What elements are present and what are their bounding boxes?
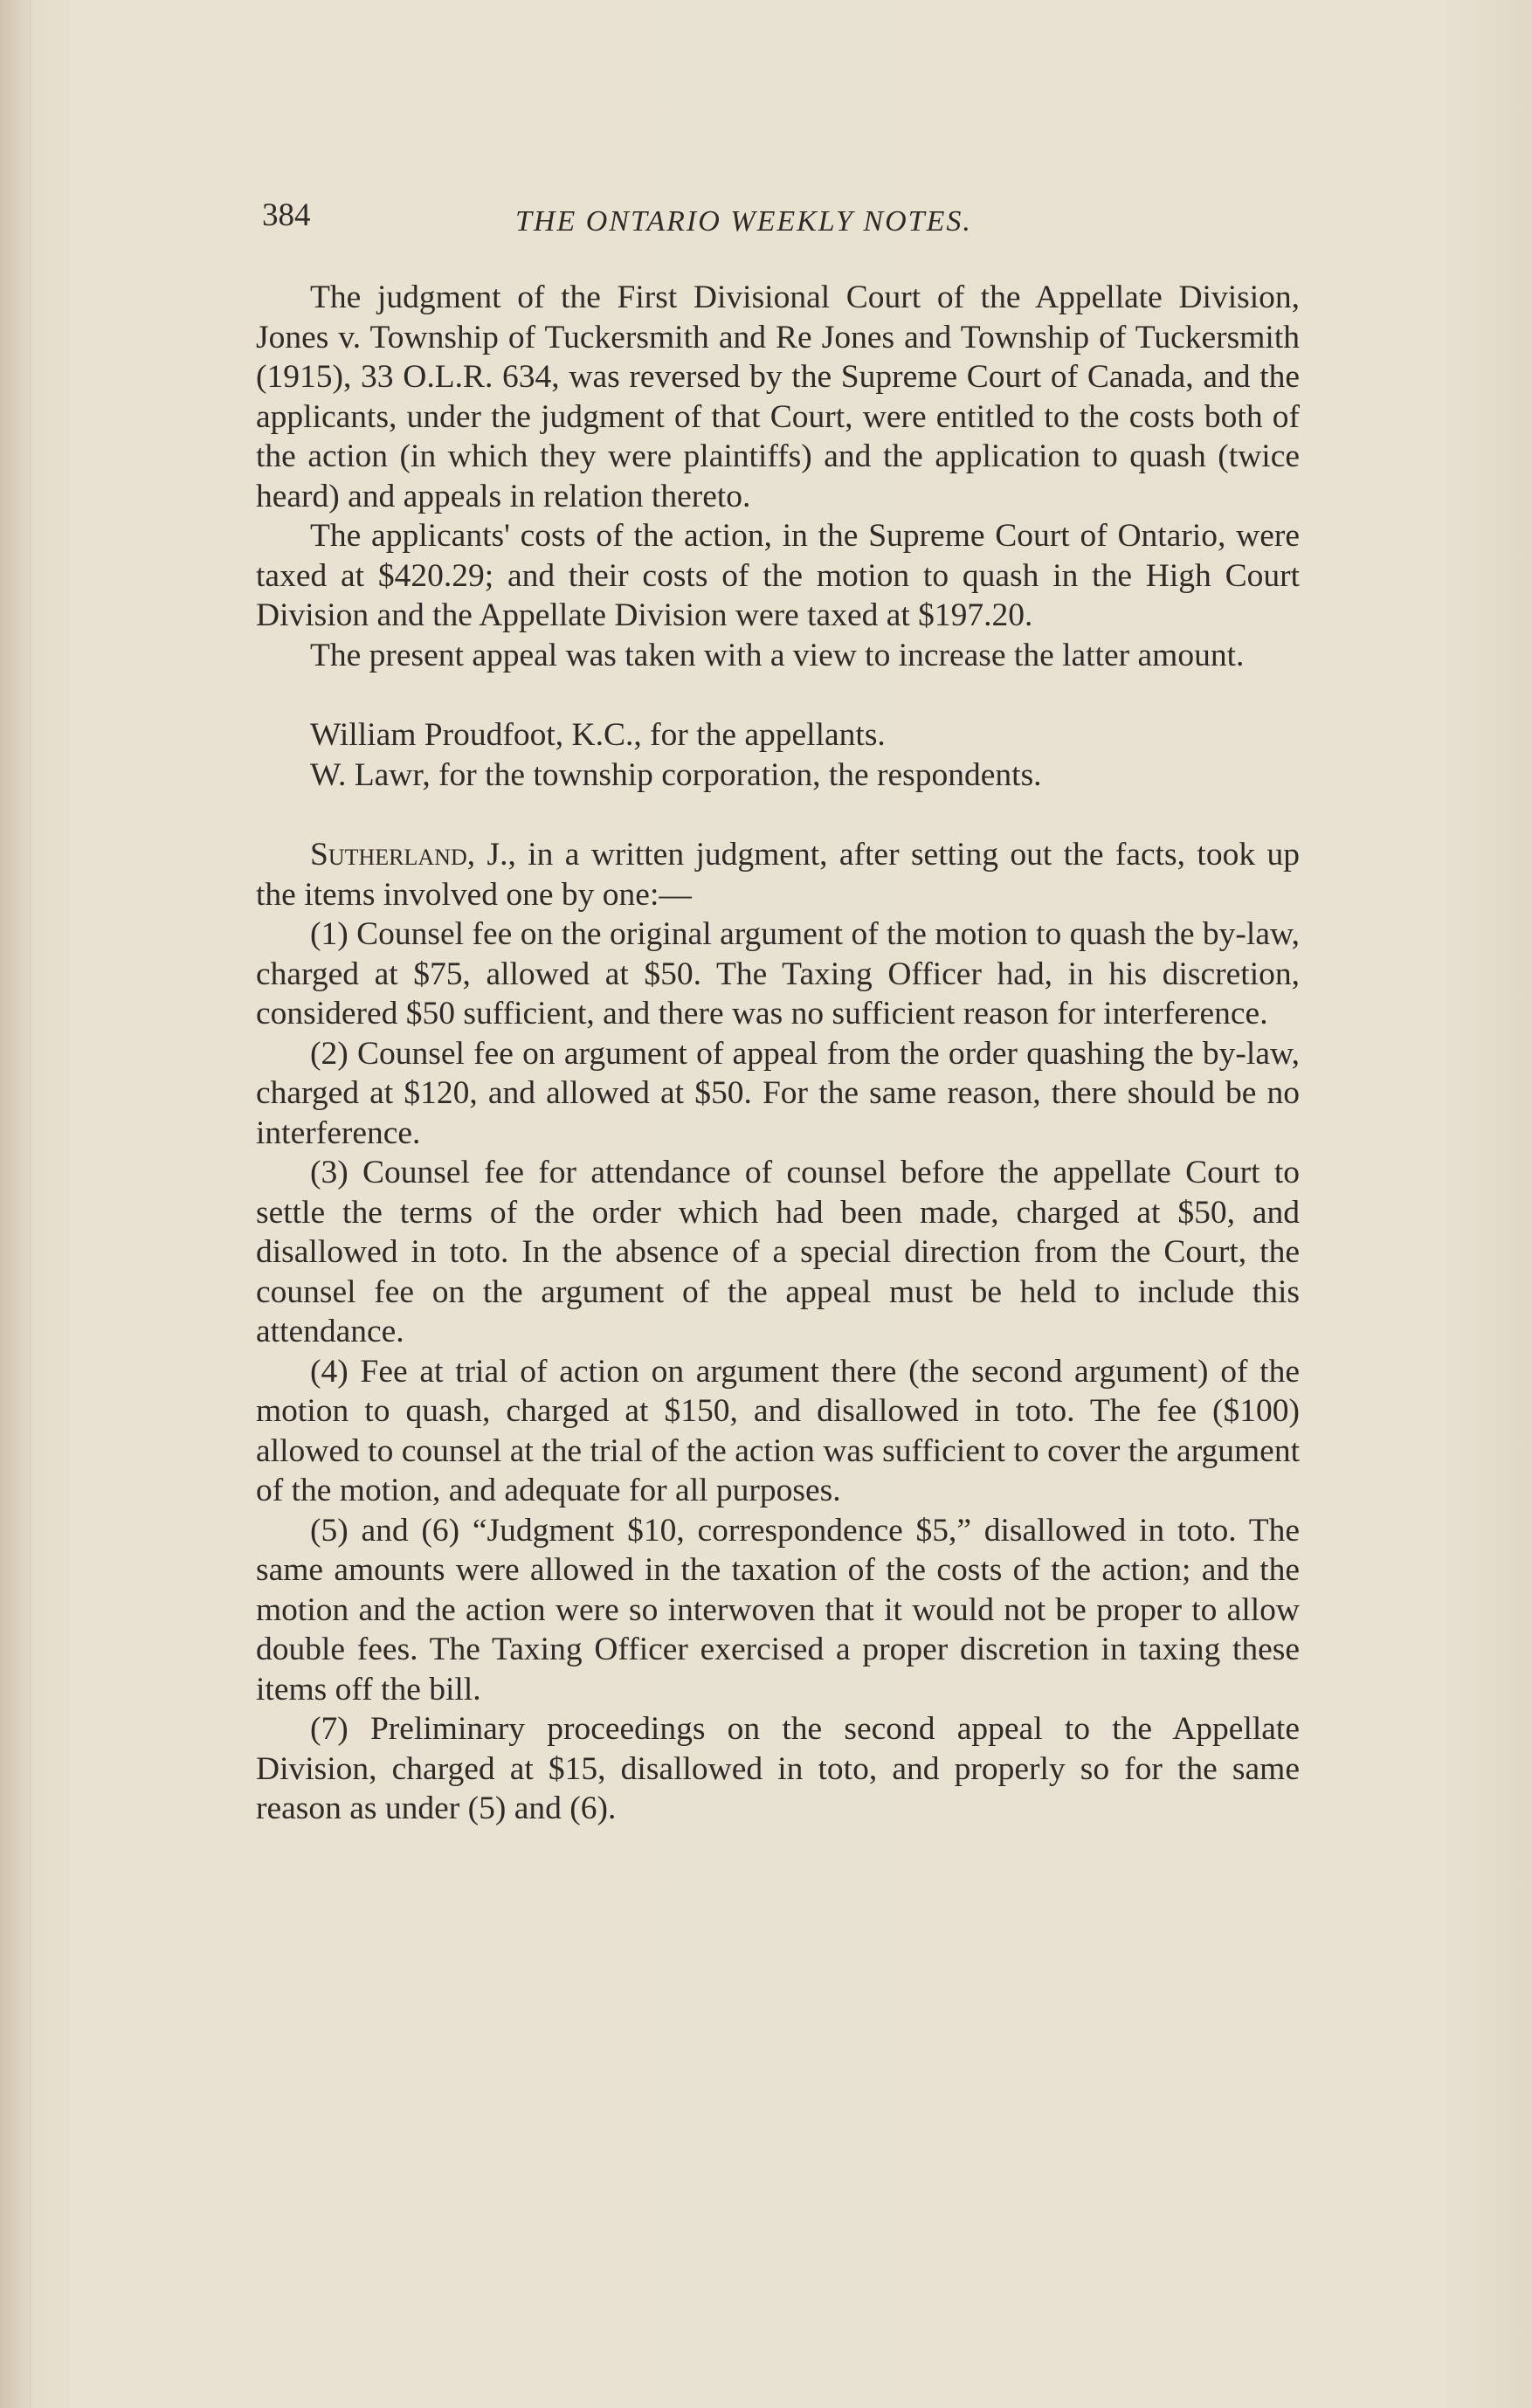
paragraph: The judgment of the First Divisional Court of the Appellate Division, Jones v. Township of Tuckersmith and Re Jones and Township of Tuckersmith (1915), 33 O.L.R. 634, was reversed by the Supreme Court of Canada, and the applicants, under the judgment of that Court, were entitled to the costs both of the action (in which they were plaintiffs) and the application to quash (twice heard) and appeals in relation thereto. [256,279,1300,514]
judgment-item: (5) and (6) “Judgment $10, correspondence $5,” disallowed in toto. The same amounts were allowed in the taxation of the costs of the action; and the motion and the action were so interwoven that it would not be proper to allow double fees. The Taxing Officer exercised a proper discretion in taxing these items off the bill. [256,1512,1300,1708]
page-binding-edge [0,0,31,2408]
counsel-list [256,715,1300,795]
judgment-item: (7) Preliminary proceedings on the second appeal to the Appellate Division, charged at $15, disallowed in toto, and properly so for the same reason as under (5) and (6). [256,1711,1300,1826]
judgment-item: (3) Counsel fee for attendance of counsel before the appellate Court to settle the terms of the order which had been made, charged at $50, and disallowed in toto. In the absence of a special direction from the Court, the counsel fee on the argument of the appeal must be held to include this attendance. [256,1155,1300,1349]
judgment-intro-text: , J., in a written judgment, after setting out the facts, took up the items involved one by one:— [256,837,1300,913]
counsel-appellants: William Proudfoot, K.C., for the appellants. [310,717,886,753]
page-number: 384 [262,197,311,233]
paragraph: The present appeal was taken with a view to increase the latter amount. [310,637,1245,673]
running-title: THE ONTARIO WEEKLY NOTES. [515,205,972,238]
paragraph: The applicants' costs of the action, in the Supreme Court of Ontario, were taxed at $420.29; and their costs of the motion to quash in the High Court Division and the Appellate Division were taxed at $197.20. [256,518,1300,633]
judgment-item: (4) Fee at trial of action on argument there (the second argument) of the motion to quash, charged at $150, and disallowed in toto. The fee ($100) allowed to counsel at the trial of the action was sufficient to cover the argument of the motion, and adequate for all purposes. [256,1353,1300,1508]
judgment-intro [256,835,1300,914]
counsel-respondents: W. Lawr, for the township corporation, the respondents. [310,756,1042,793]
judgment-item: (2) Counsel fee on argument of appeal from the order quashing the by-law, charged at $120, and allowed at $50. For the same reason, there should be no interference. [256,1035,1300,1151]
judge-name: Sutherland [310,837,467,873]
judgment-item: (1) Counsel fee on the original argument of the motion to quash the by-law, charged at $75, allowed at $50. The Taxing Officer had, in his discretion, considered $50 sufficient, and there was no sufficient reason for interference. [256,916,1300,1032]
body-text [256,278,1300,1829]
page-header [262,197,1301,249]
